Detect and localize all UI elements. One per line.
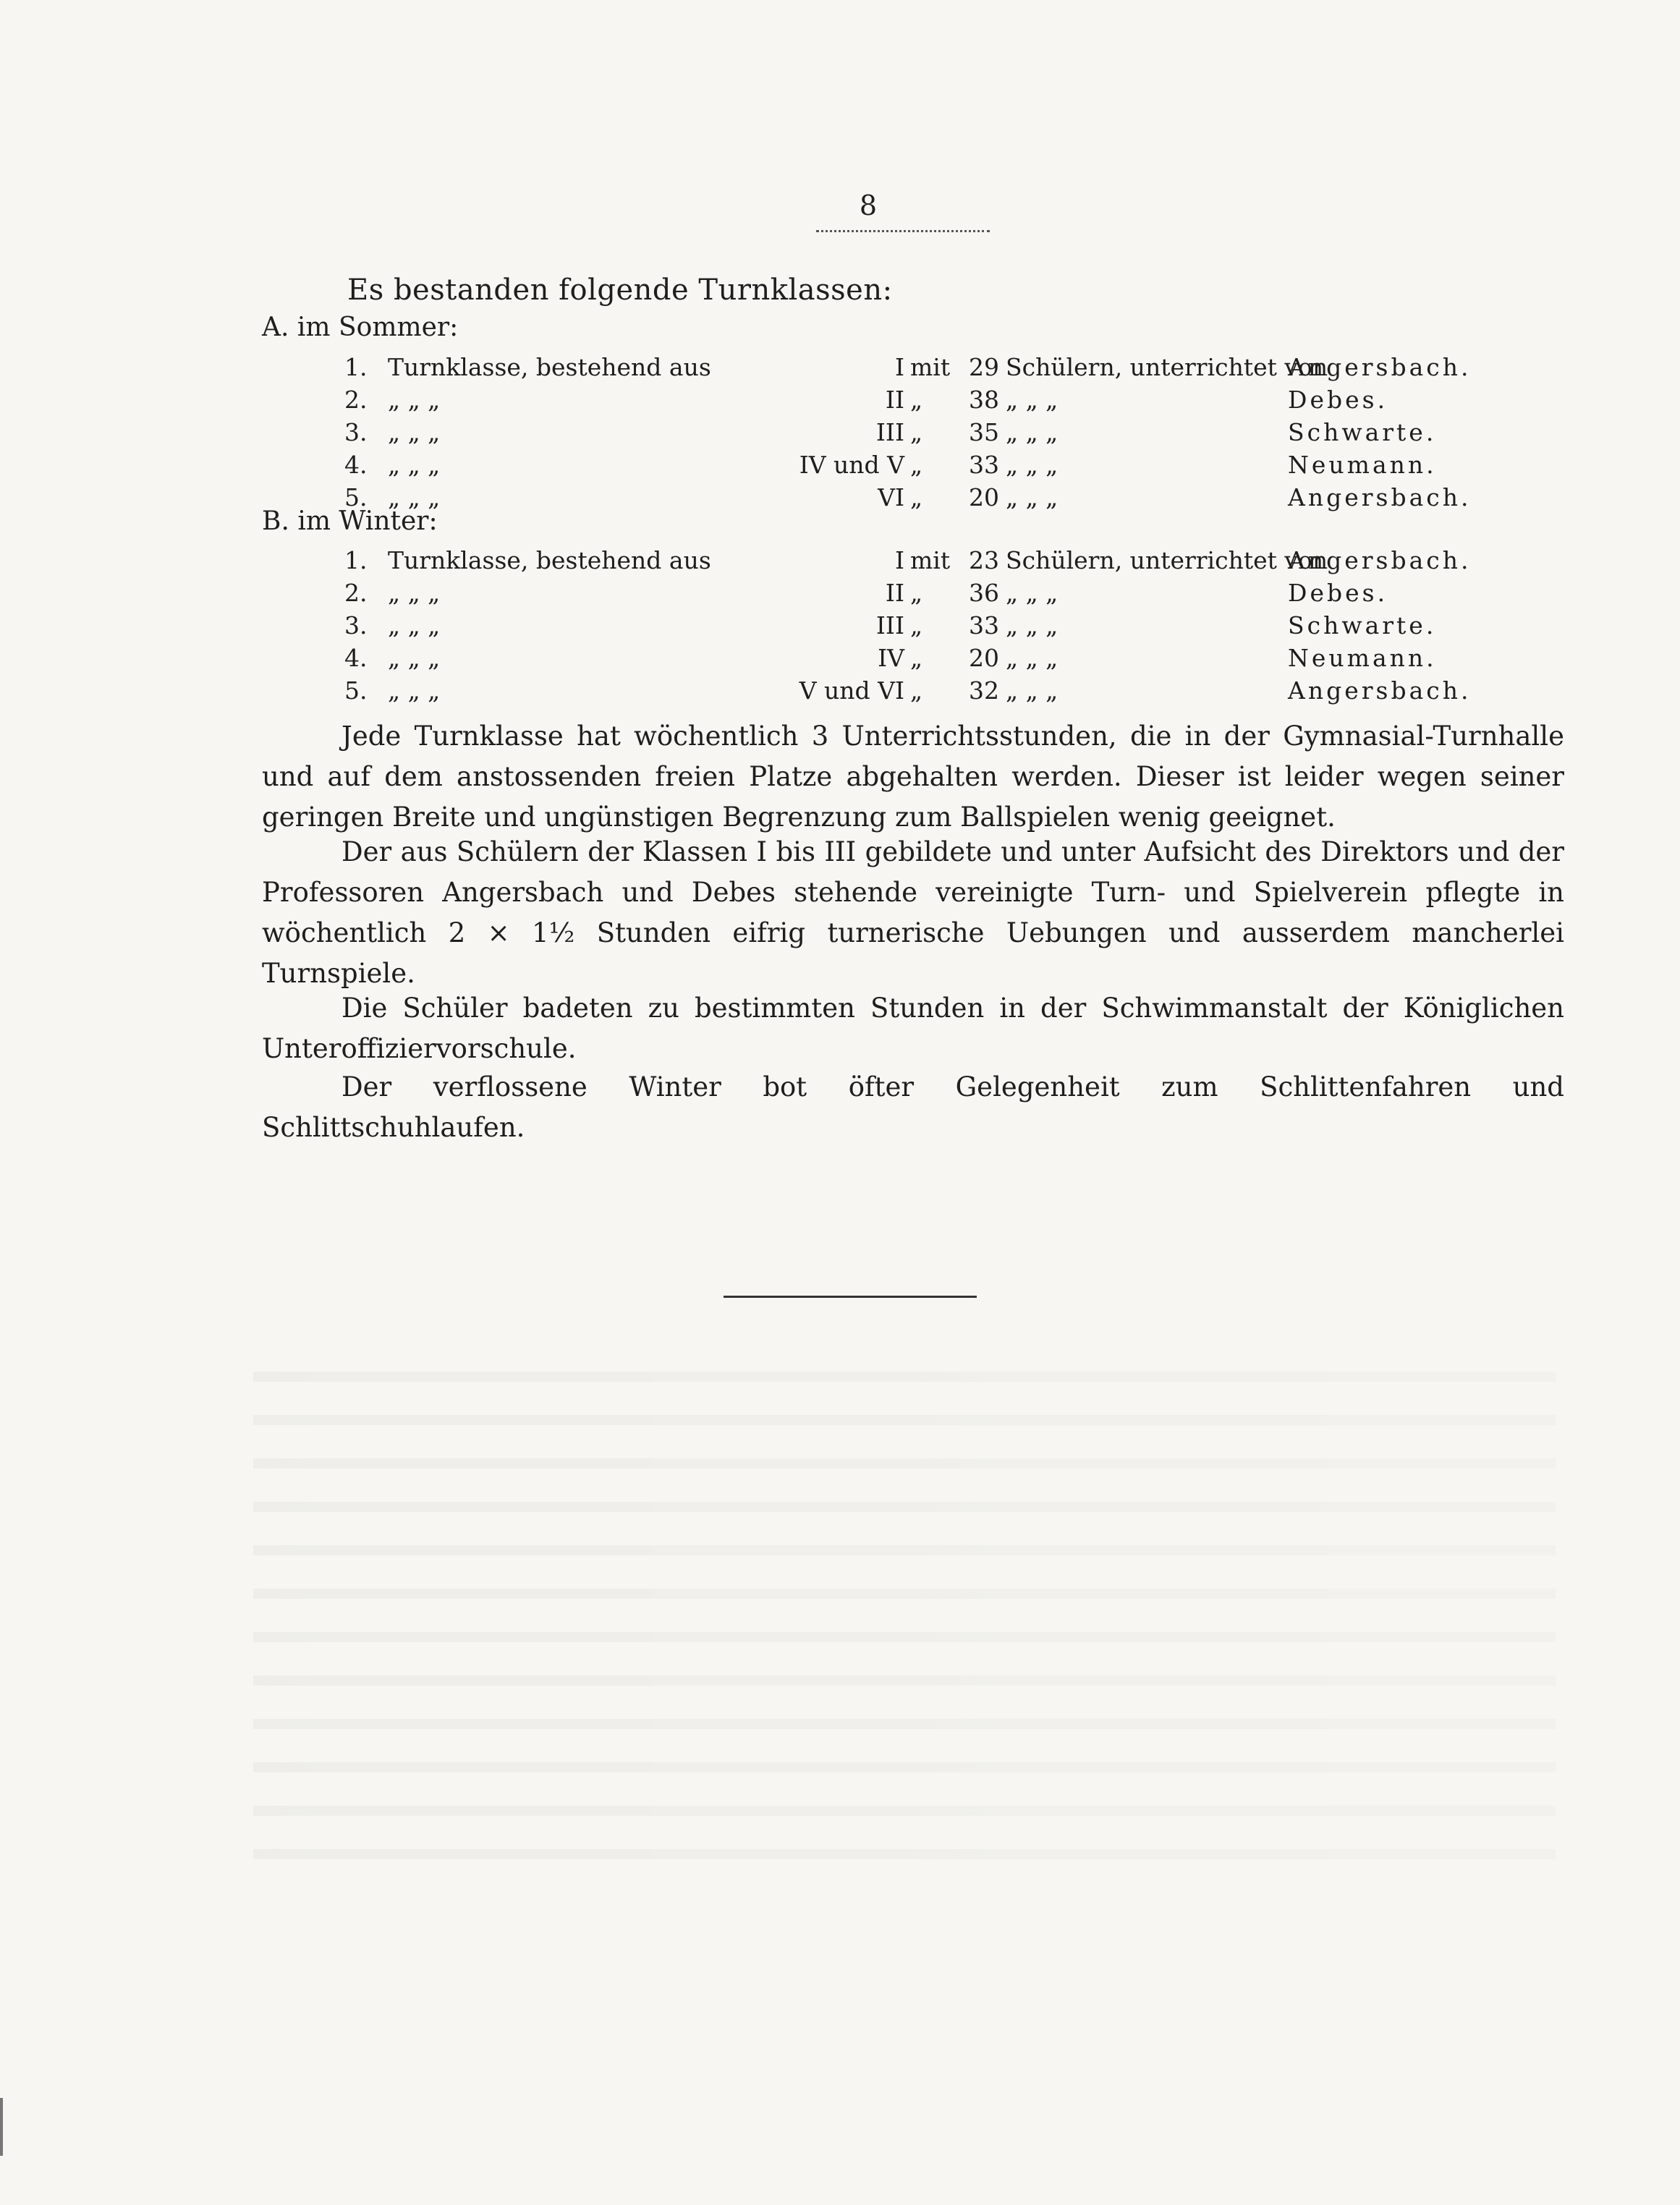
winter-row: [0, 644, 1680, 677]
row-mit: „: [910, 451, 923, 479]
row-number: 3.: [344, 418, 368, 446]
row-pupil-count: 29: [969, 353, 999, 381]
section-divider: [724, 1296, 977, 1298]
paragraph-text: Jede Turnklasse hat wöchentlich 3 Unterrichtsstunden, die in der Gymnasial-Turnhalle und auf dem anstossenden freien Platze abgehalten werden. Dieser ist leider wegen seiner geringen Breite und ungünstigen Begrenzung zum Ballspielen wenig geeignet.: [262, 721, 1564, 833]
row-description: „ „ „: [388, 386, 441, 414]
row-teacher: Neumann.: [1288, 451, 1437, 479]
row-description: „ „ „: [388, 676, 441, 705]
row-teacher: Angersbach.: [1288, 546, 1472, 574]
row-number: 5.: [344, 483, 368, 511]
row-schueler: „ „ „: [1006, 611, 1059, 640]
row-mit: „: [910, 386, 923, 414]
row-pupil-count: 35: [969, 418, 999, 446]
row-mit: „: [910, 579, 923, 607]
winter-heading: B. im Winter:: [262, 506, 438, 536]
winter-row: [0, 579, 1680, 612]
row-number: 5.: [344, 676, 368, 705]
row-teacher: Debes.: [1288, 579, 1388, 607]
row-number: 3.: [344, 611, 368, 640]
row-classes: IV und V: [799, 451, 904, 479]
row-pupil-count: 33: [969, 451, 999, 479]
row-description: „ „ „: [388, 483, 441, 511]
summer-row: [0, 451, 1680, 484]
row-teacher: Angersbach.: [1288, 483, 1472, 511]
row-teacher: Schwarte.: [1288, 611, 1437, 640]
row-classes: I: [894, 353, 904, 381]
row-description: „ „ „: [388, 451, 441, 479]
row-classes: II: [885, 386, 904, 414]
paragraph-spielverein: [262, 832, 1564, 994]
row-description: Turnklasse, bestehend aus: [388, 546, 711, 574]
row-teacher: Debes.: [1288, 386, 1388, 414]
row-description: „ „ „: [388, 579, 441, 607]
paragraph-winter: [262, 1067, 1564, 1148]
row-mit: „: [910, 483, 923, 511]
row-pupil-count: 23: [969, 546, 999, 574]
row-schueler: „ „ „: [1006, 579, 1059, 607]
row-mit: mit: [910, 546, 951, 574]
row-description: „ „ „: [388, 611, 441, 640]
row-pupil-count: 33: [969, 611, 999, 640]
row-number: 2.: [344, 579, 368, 607]
summer-row: [0, 386, 1680, 419]
row-schueler: „ „ „: [1006, 676, 1059, 705]
paragraph-text: Der aus Schülern der Klassen I bis III gebildete und unter Aufsicht des Direktors und der Professoren Angersbach und Debes stehende vereinigte Turn- und Spielverein pflegte in wöchentlich 2 × 1½ Stunden eifrig turnerische Uebungen und ausserdem mancherlei Turnspiele.: [262, 836, 1564, 989]
winter-row: [0, 676, 1680, 710]
row-teacher: Schwarte.: [1288, 418, 1437, 446]
row-schueler: „ „ „: [1006, 451, 1059, 479]
row-classes: III: [875, 418, 904, 446]
summer-heading: A. im Sommer:: [262, 313, 459, 342]
row-pupil-count: 32: [969, 676, 999, 705]
summer-row: [0, 353, 1680, 386]
winter-row: [0, 546, 1680, 579]
summer-row: [0, 483, 1680, 517]
scan-edge-mark: [0, 2098, 3, 2156]
row-schueler: „ „ „: [1006, 483, 1059, 511]
row-mit: „: [910, 644, 923, 672]
row-number: 2.: [344, 386, 368, 414]
intro-line: Es bestanden folgende Turnklassen:: [347, 273, 893, 307]
row-classes: VI: [878, 483, 904, 511]
row-schueler: Schülern, unterrichtet von: [1006, 353, 1328, 381]
row-description: Turnklasse, bestehend aus: [388, 353, 711, 381]
page-number: 8: [859, 190, 878, 221]
winter-row: [0, 611, 1680, 645]
summer-row: [0, 418, 1680, 451]
row-schueler: Schülern, unterrichtet von: [1006, 546, 1328, 574]
row-mit: mit: [910, 353, 951, 381]
row-pupil-count: 20: [969, 483, 999, 511]
row-pupil-count: 36: [969, 579, 999, 607]
row-schueler: „ „ „: [1006, 644, 1059, 672]
row-number: 4.: [344, 644, 368, 672]
bleed-through-background: [253, 1338, 1556, 1989]
row-teacher: Angersbach.: [1288, 353, 1472, 381]
row-pupil-count: 20: [969, 644, 999, 672]
paragraph-text: Der verflossene Winter bot öfter Gelegenheit zum Schlittenfahren und Schlittschuhlaufen.: [262, 1071, 1564, 1143]
row-number: 1.: [344, 353, 368, 381]
row-schueler: „ „ „: [1006, 386, 1059, 414]
row-classes: II: [885, 579, 904, 607]
row-number: 4.: [344, 451, 368, 479]
row-classes: I: [894, 546, 904, 574]
page-number-ornament: [816, 230, 990, 232]
paragraph-schwimmen: [262, 988, 1564, 1069]
row-mit: „: [910, 676, 923, 705]
row-description: „ „ „: [388, 418, 441, 446]
row-classes: IV: [878, 644, 904, 672]
row-teacher: Angersbach.: [1288, 676, 1472, 705]
row-mit: „: [910, 418, 923, 446]
row-number: 1.: [344, 546, 368, 574]
paragraph-turnhalle: [262, 716, 1564, 838]
row-classes: V und VI: [799, 676, 904, 705]
row-classes: III: [875, 611, 904, 640]
paragraph-text: Die Schüler badeten zu bestimmten Stunden in der Schwimmanstalt der Königlichen Unteroffiziervorschule.: [262, 993, 1564, 1064]
row-mit: „: [910, 611, 923, 640]
row-schueler: „ „ „: [1006, 418, 1059, 446]
row-teacher: Neumann.: [1288, 644, 1437, 672]
row-description: „ „ „: [388, 644, 441, 672]
row-pupil-count: 38: [969, 386, 999, 414]
